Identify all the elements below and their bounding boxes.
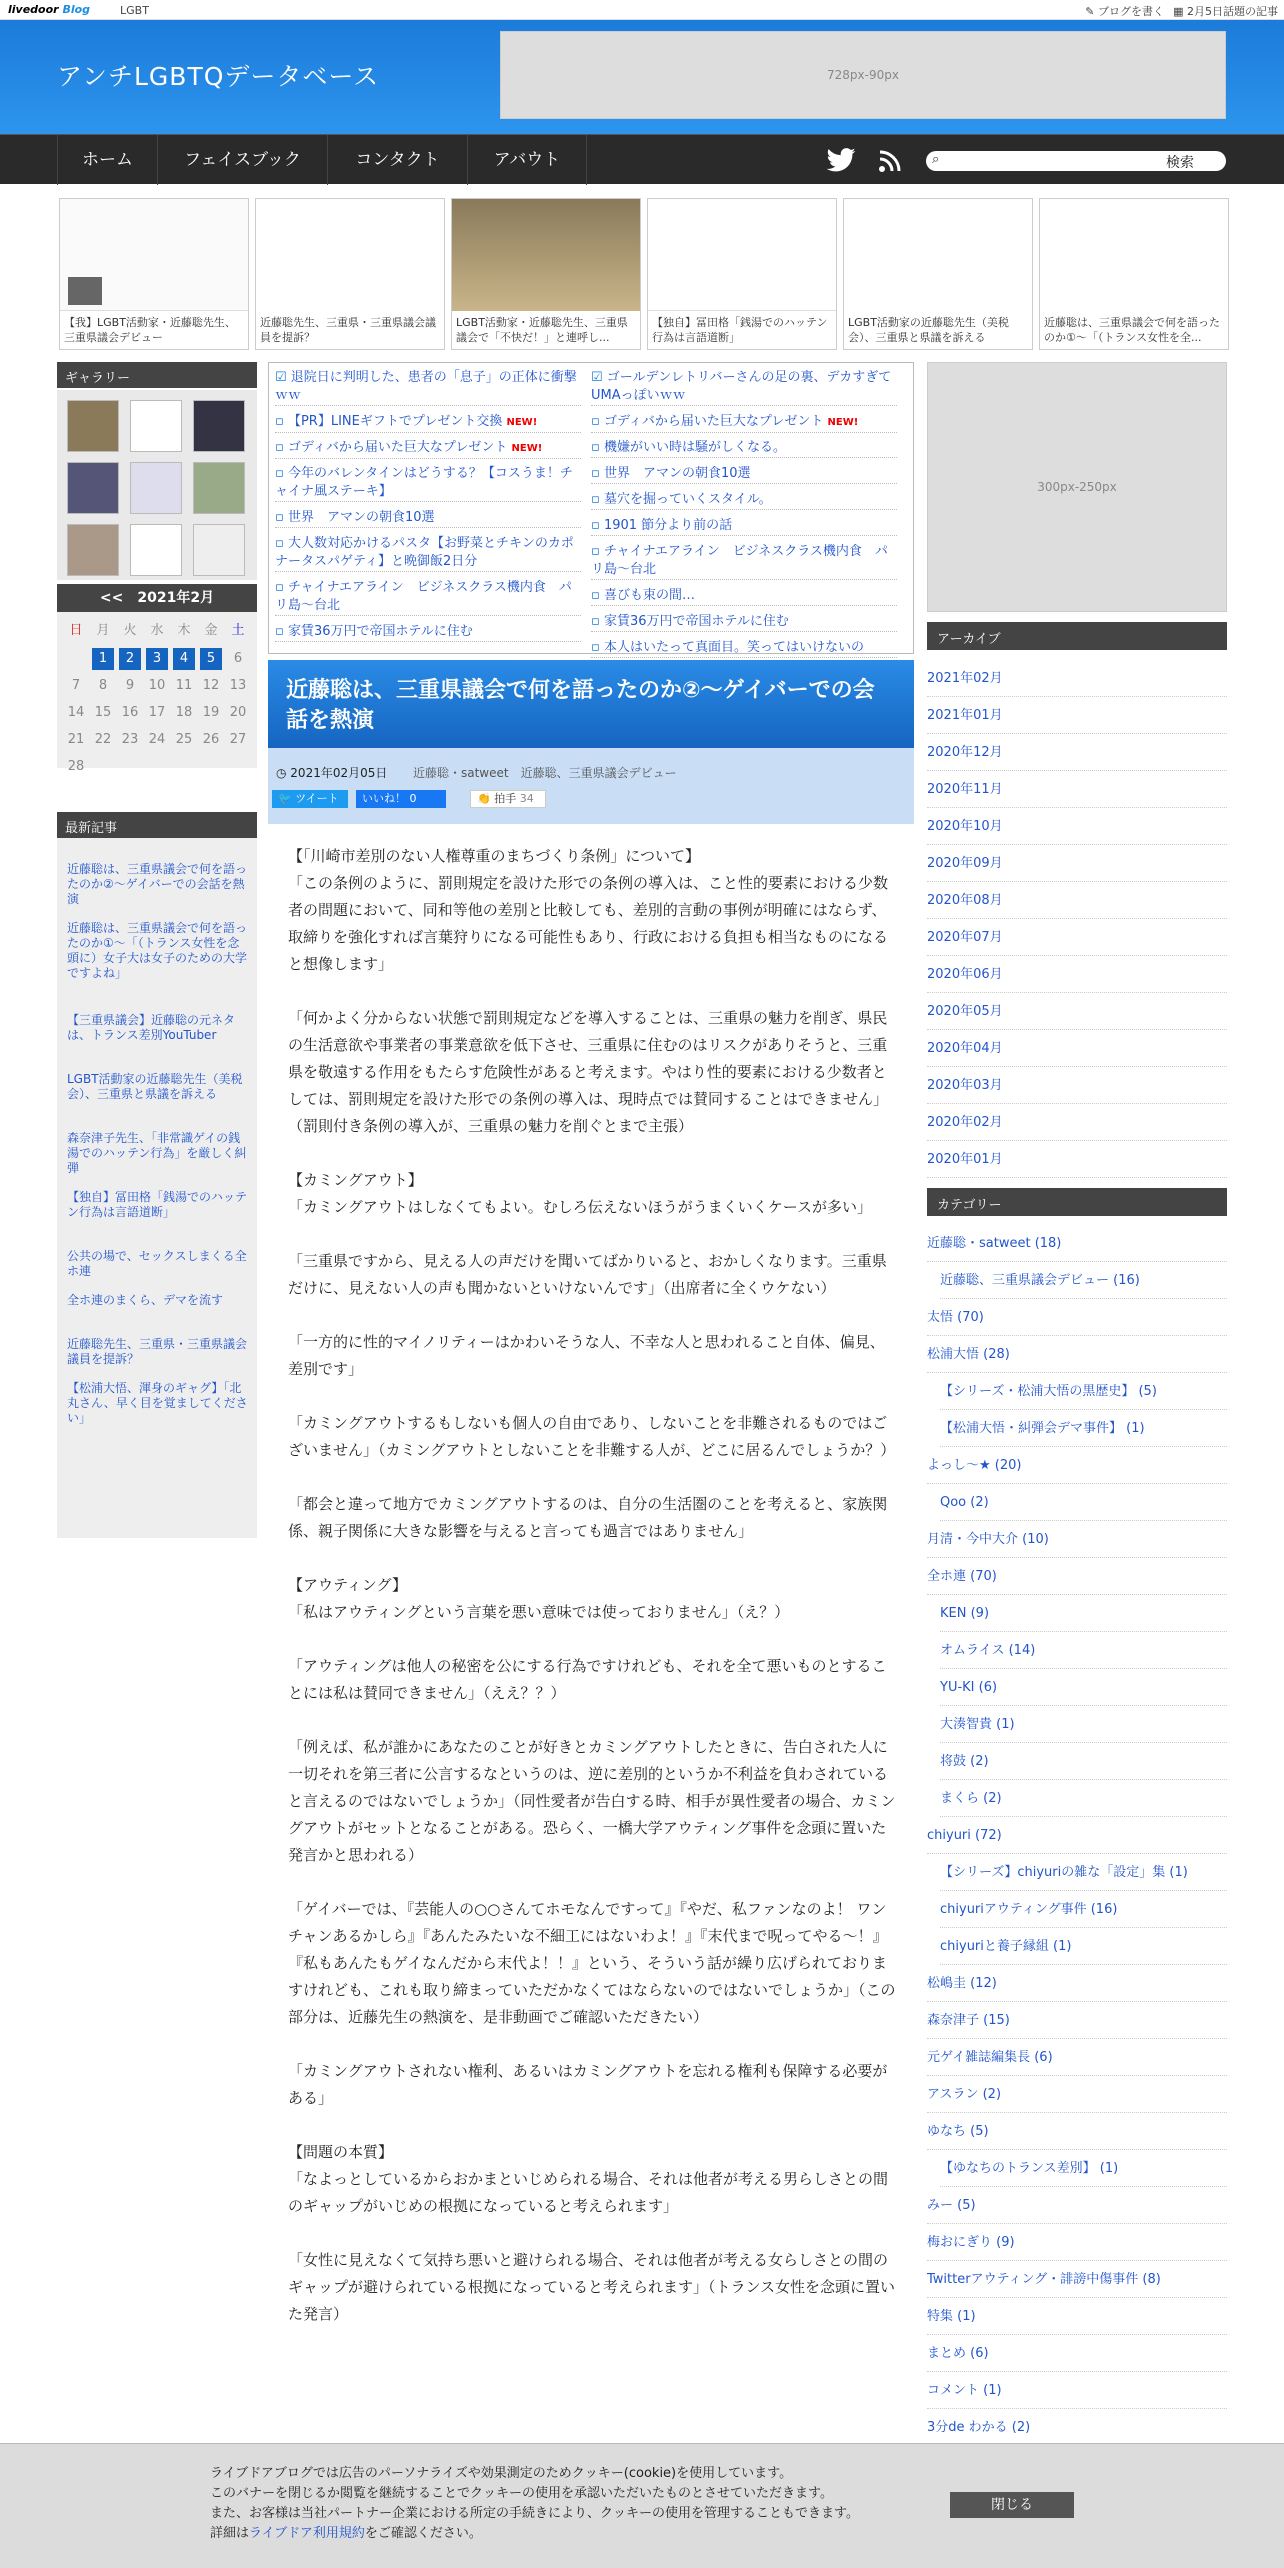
link-text: ゴールデンレトリバーさんの足の裏、デカすぎてUMAっぽいｗｗ <box>591 370 892 403</box>
calendar-weekday: 火 <box>123 623 137 638</box>
post-body <box>288 843 898 2355</box>
category-link[interactable]: 【シリーズ・松浦大悟の黒歴史】 (5) <box>940 1373 1227 1410</box>
link-icon: ▫ <box>591 414 604 429</box>
cookie-banner <box>0 2443 1284 2568</box>
cookie-text <box>210 2464 930 2544</box>
calendar-day[interactable]: 3 <box>146 648 168 670</box>
category-link[interactable]: KEN (9) <box>940 1595 1227 1632</box>
link-icon: ▫ <box>275 536 288 551</box>
category-link[interactable]: YU-KI (6) <box>940 1669 1227 1706</box>
gallery-thumb[interactable] <box>130 462 182 514</box>
thumb-image <box>844 199 1033 311</box>
thumb-card[interactable] <box>1039 198 1229 350</box>
category-link[interactable]: 太悟 (70) <box>927 1299 1227 1336</box>
calendar-weekday: 日 <box>69 623 83 638</box>
calendar-day: 15 <box>94 705 112 720</box>
calendar-day: 13 <box>229 678 247 693</box>
recent-post-link[interactable]: 近藤聡先生、三重県・三重県議会議員を提訴？ <box>67 1337 248 1366</box>
link-icon: ▫ <box>275 510 288 525</box>
nav-contact[interactable]: コンタクト <box>327 135 467 185</box>
archive-link[interactable]: 2020年09月 <box>927 845 1227 882</box>
recent-posts-heading: 最新記事 <box>57 812 257 838</box>
cookie-line: ライブドアブログでは広告のパーソナライズや効果測定のためクッキー(cookie)を使用しています。 <box>210 2466 793 2481</box>
post-paragraph: 「何かよく分からない状態で罰則規定などを導入することは、三重県の魅力を削ぎ、県民の生活意欲や事業者の事業意欲を低下させ、三重県に住むのはリスクがありそうと、三重県を敬遠する作用をもたらす危険性があると考えます。やはり性的要素における少数者としては、罰則規定を設けた形での条例の導入は、現時点では賛同することはできません」（罰則付き条例の導入が、三重県の魅力を削ぐとまで主張） <box>288 1009 889 1135</box>
category-link[interactable]: 梅おにぎり (9) <box>927 2224 1227 2261</box>
category-link[interactable]: 特集 (1) <box>927 2298 1227 2335</box>
search-input[interactable] <box>948 153 1148 169</box>
category-link[interactable]: 松嶋圭 (12) <box>927 1965 1227 2002</box>
category-link[interactable]: Qoo (2) <box>940 1484 1227 1521</box>
calendar-day: 12 <box>202 678 220 693</box>
gallery-thumb[interactable] <box>193 524 245 576</box>
calendar-weekday: 水 <box>150 623 164 638</box>
cookie-line: 詳細はライブドア利用規約をご確認ください。 <box>210 2526 482 2541</box>
calendar-day: 16 <box>121 705 139 720</box>
archive-link[interactable]: 2020年10月 <box>927 808 1227 845</box>
post-paragraph: 「例えば、私が誰かにあなたのことが好きとカミングアウトしたときに、告白された人に一切それを第三者に公言するなというのは、逆に差別的というか不利益を負わされていると言えるのではないでしょうか」（同性愛者が告白する時、相手が異性愛者の場合、カミングアウトがセットとなることがある。恐らく、一橋大学アウティング事件を念頭に置いた発言かと思われる） <box>288 1738 896 1864</box>
gallery-grid <box>57 390 257 580</box>
recent-post-link[interactable]: 近藤聡は、三重県議会で何を語ったのか②～ゲイバーでの会話を熱演 <box>67 862 248 906</box>
link-text: チャイナエアライン ビジネスクラス機内食 パリ島～台北 <box>591 544 888 577</box>
category-heading: カテゴリー <box>927 1188 1227 1216</box>
thumb-caption: LGBT活動家・近藤聡先生、三重県議会で「不快だ！」と連呼し... <box>456 316 628 344</box>
thumb-caption: LGBT活動家の近藤聡先生（美税会）、三重県と県議を訴える <box>848 316 1009 344</box>
recent-post-link[interactable]: 全ホ連のまくら、デマを流す <box>67 1293 224 1307</box>
write-blog-link[interactable]: ✎ ブログを書く <box>1085 5 1164 18</box>
cookie-line: また、お客様は当社パートナー企業における所定の手続きにより、クッキーの使用を管理することもできます。 <box>210 2506 859 2521</box>
link-icon: ☑ <box>275 370 291 385</box>
ad-banner-300[interactable]: 300px-250px <box>927 362 1227 612</box>
link-text: 世界 アマンの朝食10選 <box>287 510 435 525</box>
thumb-caption: 【我】LGBT活動家・近藤聡先生、三重県議会デビュー <box>64 316 236 344</box>
gallery-thumb[interactable] <box>67 462 119 514</box>
calendar-day: 17 <box>148 705 166 720</box>
link-text: 大人数対応かけるパスタ【お野菜とチキンのカポナータスパゲティ】と晩御飯2日分 <box>275 536 574 569</box>
category-link[interactable]: オムライス (14) <box>940 1632 1227 1669</box>
post-paragraph: 「アウティングは他人の秘密を公にする行為ですけれども、それを全て悪いものとすることには私は賛同できません」（ええ？？） <box>288 1657 887 1702</box>
blog-link-item[interactable] <box>591 517 897 536</box>
thumb-card[interactable] <box>647 198 837 350</box>
link-icon: ▫ <box>275 624 288 639</box>
calendar-day[interactable]: 5 <box>200 648 222 670</box>
category-link[interactable]: みー (5) <box>927 2187 1227 2224</box>
link-text: 機嫌がいい時は騒がしくなる。 <box>603 440 786 455</box>
category-link[interactable]: 将鼓 (2) <box>940 1743 1227 1780</box>
category-link[interactable]: 松浦大悟 (28) <box>927 1336 1227 1373</box>
calendar-day: 25 <box>175 732 193 747</box>
thumb-caption: 近藤聡は、三重県議会で何を語ったのか①～「（トランス女性を全... <box>1044 316 1220 344</box>
calendar-day: 26 <box>202 732 220 747</box>
gallery-thumb[interactable] <box>130 524 182 576</box>
post-paragraph: 「カミングアウトするもしないも個人の自由であり、しないことを非難されるものではございません」（カミングアウトとしないことを非難する人が、どこに居るんでしょうか？） <box>288 1414 896 1459</box>
archive-link[interactable]: 2020年02月 <box>927 1104 1227 1141</box>
calendar-day: 9 <box>125 678 135 693</box>
calendar-day: 7 <box>71 678 81 693</box>
like-button[interactable]: いいね！ 0 <box>356 790 446 808</box>
calendar-day: 14 <box>67 705 85 720</box>
calendar-day: 8 <box>98 678 108 693</box>
related-thumbnails <box>55 198 1230 350</box>
new-badge: NEW! <box>511 443 543 454</box>
post-title: 近藤聡は、三重県議会で何を語ったのか②～ゲイバーでの会話を熱演 <box>268 660 914 748</box>
post-paragraph: 【「川崎市差別のない人権尊重のまちづくり条例」について】 「この条例のように、罰則規定を設けた形での条例の導入は、こと性的要素における少数者の問題において、同和等他の差別と比較しても、差別的言動の事例が明確にはならず、取締りを強化すれば言葉狩りになる可能性もあり、行政における負担も相当なものになると想像します」 <box>288 847 889 973</box>
calendar-day: 28 <box>67 759 85 774</box>
link-icon: ☑ <box>591 370 607 385</box>
thumb-caption: 【独自】冨田格「銭湯でのハッテン行為は言語道断」 <box>652 316 828 344</box>
link-icon: ▫ <box>275 580 288 595</box>
category-link[interactable]: chiyuri (72) <box>927 1817 1227 1854</box>
archive-heading: アーカイブ <box>927 622 1227 650</box>
blog-link-item[interactable] <box>591 465 897 484</box>
archive-link[interactable]: 2020年05月 <box>927 993 1227 1030</box>
link-text: 家賃36万円で帝国ホテルに住む <box>603 614 789 629</box>
calendar-day[interactable]: 4 <box>173 648 195 670</box>
calendar-day: 24 <box>148 732 166 747</box>
link-icon: ▫ <box>591 614 604 629</box>
thumb-image <box>256 199 445 311</box>
blog-link-item[interactable] <box>275 439 581 459</box>
blog-links-box <box>268 362 914 654</box>
tweet-button[interactable]: 🐦 ツイート <box>272 790 348 808</box>
category-link[interactable]: 近藤聡・satweet (18) <box>927 1225 1227 1262</box>
category-link[interactable]: 【ゆなちのトランス差別】 (1) <box>940 2150 1227 2187</box>
nav-facebook[interactable]: フェイスブック <box>157 135 327 185</box>
calendar-day: 27 <box>229 732 247 747</box>
link-icon: ▫ <box>591 518 604 533</box>
post-paragraph: 【カミングアウト】 「カミングアウトはしなくてもよい。むしろ伝えないほうがうまくいくケースが多い」 <box>288 1171 872 1216</box>
new-badge: NEW! <box>506 417 538 428</box>
section-link[interactable]: LGBT <box>120 4 149 17</box>
main-nav <box>0 134 1284 184</box>
blog-link-item[interactable] <box>275 535 581 572</box>
trending-link[interactable]: ▦ 2月5日話題の記事 <box>1173 5 1278 18</box>
category-link[interactable]: chiyuriと養子縁組 (1) <box>940 1928 1227 1965</box>
blog-link-item[interactable] <box>591 639 897 658</box>
cookie-line: このバナーを閉じるか閲覧を継続することでクッキーの使用を承認いただいたものとさせていただきます。 <box>210 2486 833 2501</box>
post-categories[interactable]: 近藤聡・satweet 近藤聡、三重県議会デビュー <box>413 766 677 780</box>
link-text: 1901 節分より前の話 <box>603 518 733 533</box>
calendar-weekday: 金 <box>204 623 218 638</box>
thumb-image <box>648 199 837 311</box>
search-icon: ⌕ <box>932 152 940 167</box>
post-paragraph: 「カミングアウトされない権利、あるいはカミングアウトを忘れる権利も保障する必要がある」 <box>288 2062 888 2107</box>
calendar-day: 21 <box>67 732 85 747</box>
category-link[interactable]: 3分de わかる (2) <box>927 2409 1227 2446</box>
link-icon: ▫ <box>591 466 604 481</box>
post-date: ◷ 2021年02月05日 <box>276 766 388 780</box>
link-text: 【PR】LINEギフトでプレゼント交換 <box>287 414 503 429</box>
calendar-day: 19 <box>202 705 220 720</box>
blog-link-item[interactable] <box>275 465 581 502</box>
blog-link-item[interactable] <box>275 413 581 433</box>
thumb-card[interactable] <box>255 198 445 350</box>
category-link[interactable]: 月清・今中大介 (10) <box>927 1521 1227 1558</box>
search-box <box>926 151 1226 171</box>
cookie-close-button[interactable]: 閉じる <box>950 2492 1074 2518</box>
gallery-thumb[interactable] <box>67 524 119 576</box>
thumb-image <box>452 199 641 311</box>
archive-link[interactable]: 2020年06月 <box>927 956 1227 993</box>
link-icon: ▫ <box>275 440 288 455</box>
blog-link-item[interactable] <box>275 509 581 528</box>
link-icon: ▫ <box>591 640 604 655</box>
recent-post-link[interactable]: LGBT活動家の近藤聡先生（美税会）、三重県と県議を訴える <box>67 1072 243 1101</box>
category-link[interactable]: 全ホ連 (70) <box>927 1558 1227 1595</box>
clap-button[interactable]: 👏 拍手 34 <box>470 790 546 808</box>
link-text: 喜びも束の間… <box>603 588 695 603</box>
category-link[interactable]: ゆなち (5) <box>927 2113 1227 2150</box>
category-link[interactable]: 近藤聡、三重県議会デビュー (16) <box>940 1262 1227 1299</box>
thumb-image <box>1040 199 1229 311</box>
link-text: 退院日に判明した、患者の「息子」の正体に衝撃ｗｗ <box>275 370 577 403</box>
archive-link[interactable]: 2020年11月 <box>927 771 1227 808</box>
recent-post-link[interactable]: 森奈津子先生、「非常識ゲイの銭湯でのハッテン行為」を厳しく糾弾 <box>67 1131 247 1175</box>
top-bar <box>0 0 1284 20</box>
archive-link[interactable]: 2020年08月 <box>927 882 1227 919</box>
post-paragraph: 「ゲイバーでは、『芸能人の○○さんてホモなんですって』『やだ、私ファンなのよ！ ワンチャンあるかしら』『あんたみたいな不細工にはないわよ！』『末代まで呪ってやる～！』『私もあんたもゲイなんだから末代よ！！』という、そういう話が繰り広げられておりますけれども、これも取り締まっていただかなくてはならないのではないでしょうか」（この部分は、近藤先生の熱演を、是非動画でご確認いただきたい） <box>288 1900 896 2026</box>
gallery-thumb[interactable] <box>193 400 245 452</box>
blog-link-item[interactable] <box>591 587 897 606</box>
blog-link-item[interactable] <box>275 623 581 642</box>
recent-post-link[interactable]: 【松浦大悟、渾身のギャグ】「北丸さん、早く目を覚ましてください」 <box>67 1381 248 1425</box>
link-icon: ▫ <box>591 440 604 455</box>
link-text: 家賃36万円で帝国ホテルに住む <box>287 624 473 639</box>
blog-link-item[interactable] <box>591 491 897 510</box>
thumb-card[interactable] <box>451 198 641 350</box>
archive-link[interactable]: 2020年07月 <box>927 919 1227 956</box>
post-paragraph: 「都会と違って地方でカミングアウトするのは、自分の生活圏のことを考えると、家族関係、親子関係に大きな影響を与えると言っても過言ではありません」 <box>288 1495 888 1540</box>
recent-posts <box>57 838 257 1538</box>
archive-link[interactable]: 2020年01月 <box>927 1141 1227 1178</box>
thumb-image <box>60 199 249 311</box>
thumb-caption: 近藤聡先生、三重県・三重県議会議員を提訴？ <box>260 316 436 344</box>
thumb-card[interactable] <box>59 198 249 350</box>
search-button[interactable]: 検索 <box>1166 155 1194 171</box>
post-paragraph: 「女性に見えなくて気持ち悪いと避けられる場合、それは他者が考える女らしさとの間のギャップが避けられている根拠になっていると考えられます」（トランス女性を念頭に置いた発言） <box>288 2251 896 2323</box>
link-text: ゴディバから届いた巨大なプレゼント <box>603 414 824 429</box>
blog-link-item[interactable] <box>275 579 581 616</box>
ad-banner-728[interactable]: 728px-90px <box>500 31 1226 119</box>
gallery-heading: ギャラリー <box>57 362 257 388</box>
link-icon: ▫ <box>591 544 604 559</box>
gallery-thumb[interactable] <box>193 462 245 514</box>
link-text: チャイナエアライン ビジネスクラス機内食 パリ島～台北 <box>275 580 572 613</box>
calendar-day: 18 <box>175 705 193 720</box>
post-paragraph: 【問題の本質】 「なよっとしているからおかまといじめられる場合、それは他者が考える男らしさとの間のギャップがいじめの根拠になっていると考えられます」 <box>288 2143 889 2215</box>
link-text: 本人はいたって真面目。笑ってはいけないの <box>603 640 864 655</box>
nav-about[interactable]: アバウト <box>467 135 587 185</box>
category-link[interactable]: 大湊智貴 (1) <box>940 1706 1227 1743</box>
link-text: 墓穴を掘っていくスタイル。 <box>603 492 772 507</box>
category-link[interactable]: Twitterアウティング・誹謗中傷事件 (8) <box>927 2261 1227 2298</box>
archive-link[interactable]: 2020年04月 <box>927 1030 1227 1067</box>
category-link[interactable]: コメント (1) <box>927 2372 1227 2409</box>
link-text: 世界 アマンの朝食10選 <box>603 466 751 481</box>
archive-link[interactable]: 2021年02月 <box>927 660 1227 697</box>
thumb-card[interactable] <box>843 198 1033 350</box>
twitter-icon[interactable] <box>826 148 856 172</box>
calendar-day: 6 <box>233 651 243 666</box>
calendar <box>57 612 257 774</box>
blog-link-item[interactable] <box>591 413 897 433</box>
category-link[interactable]: 元ゲイ雑誌編集長 (6) <box>927 2039 1227 2076</box>
link-icon: ▫ <box>591 588 604 603</box>
calendar-day: 20 <box>229 705 247 720</box>
post-paragraph: 「三重県ですから、見える人の声だけを聞いてばかりいると、おかしくなります。三重県だけに、見えない人の声も聞かないといけないんです」（出席者に全くウケない） <box>288 1252 887 1297</box>
blog-link-item[interactable] <box>591 439 897 458</box>
archive-link[interactable]: 2020年12月 <box>927 734 1227 771</box>
post-paragraph: 【アウティング】 「私はアウティングという言葉を悪い意味では使っておりません」（え？） <box>288 1576 790 1621</box>
calendar-weekday: 月 <box>96 623 110 638</box>
category-link[interactable]: アスラン (2) <box>927 2076 1227 2113</box>
category-link[interactable]: まとめ (6) <box>927 2335 1227 2372</box>
calendar-day[interactable]: 1 <box>92 648 114 670</box>
category-link[interactable]: 森奈津子 (15) <box>927 2002 1227 2039</box>
calendar-day: 23 <box>121 732 139 747</box>
rss-icon[interactable] <box>878 149 902 173</box>
calendar-weekday: 木 <box>177 623 191 638</box>
category-link[interactable]: chiyuriアウティング事件 (16) <box>940 1891 1227 1928</box>
blog-link-item[interactable] <box>275 369 581 406</box>
terms-link[interactable]: ライブドア利用規約 <box>249 2526 365 2541</box>
calendar-weekday: 土 <box>231 623 245 638</box>
recent-post-link[interactable]: 近藤聡は、三重県議会で何を語ったのか①～「（トランス女性を念頭に）女子大は女子のための大学ですよね」 <box>67 921 248 980</box>
link-icon: ▫ <box>591 492 604 507</box>
archive-link[interactable]: 2021年01月 <box>927 697 1227 734</box>
recent-post-link[interactable]: 【独自】冨田格「銭湯でのハッテン行為は言語道断」 <box>67 1190 248 1219</box>
calendar-day: 22 <box>94 732 112 747</box>
recent-post-link[interactable]: 公共の場で、セックスしまくる全ホ連 <box>67 1249 247 1278</box>
link-text: 今年のバレンタインはどうする？【コスうま！チャイナ風ステーキ】 <box>275 466 573 499</box>
calendar-day: 11 <box>175 678 193 693</box>
recent-post-link[interactable]: 【三重県議会】近藤聡の元ネタは、トランス差別YouTuber <box>67 1013 236 1042</box>
gallery-thumb[interactable] <box>67 400 119 452</box>
gallery-thumb[interactable] <box>130 400 182 452</box>
nav-home[interactable]: ホーム <box>57 135 157 185</box>
category-link[interactable]: よっし～★ (20) <box>927 1447 1227 1484</box>
category-link[interactable]: まくら (2) <box>940 1780 1227 1817</box>
blog-link-item[interactable] <box>591 543 897 580</box>
new-badge: NEW! <box>827 417 859 428</box>
post-paragraph: 「一方的に性的マイノリティーはかわいそうな人、不幸な人と思われること自体、偏見、差別です」 <box>288 1333 885 1378</box>
link-text: ゴディバから届いた巨大なプレゼント <box>287 440 508 455</box>
livedoor-logo[interactable]: livedoor Blog <box>8 3 91 16</box>
blog-link-item[interactable] <box>591 369 897 406</box>
calendar-day[interactable]: 2 <box>119 648 141 670</box>
link-icon: ▫ <box>275 466 288 481</box>
archive-link[interactable]: 2020年03月 <box>927 1067 1227 1104</box>
blog-title[interactable]: アンチLGBTQデータベース <box>57 62 380 91</box>
category-link[interactable]: 【松浦大悟・糾弾会デマ事件】 (1) <box>940 1410 1227 1447</box>
calendar-heading[interactable]: << 2021年2月 <box>57 584 257 612</box>
category-link[interactable]: 【シリーズ】chiyuriの雑な「設定」集 (1) <box>940 1854 1227 1891</box>
calendar-day: 10 <box>148 678 166 693</box>
blog-link-item[interactable] <box>591 613 897 632</box>
post-meta <box>268 748 914 824</box>
link-icon: ▫ <box>275 414 288 429</box>
